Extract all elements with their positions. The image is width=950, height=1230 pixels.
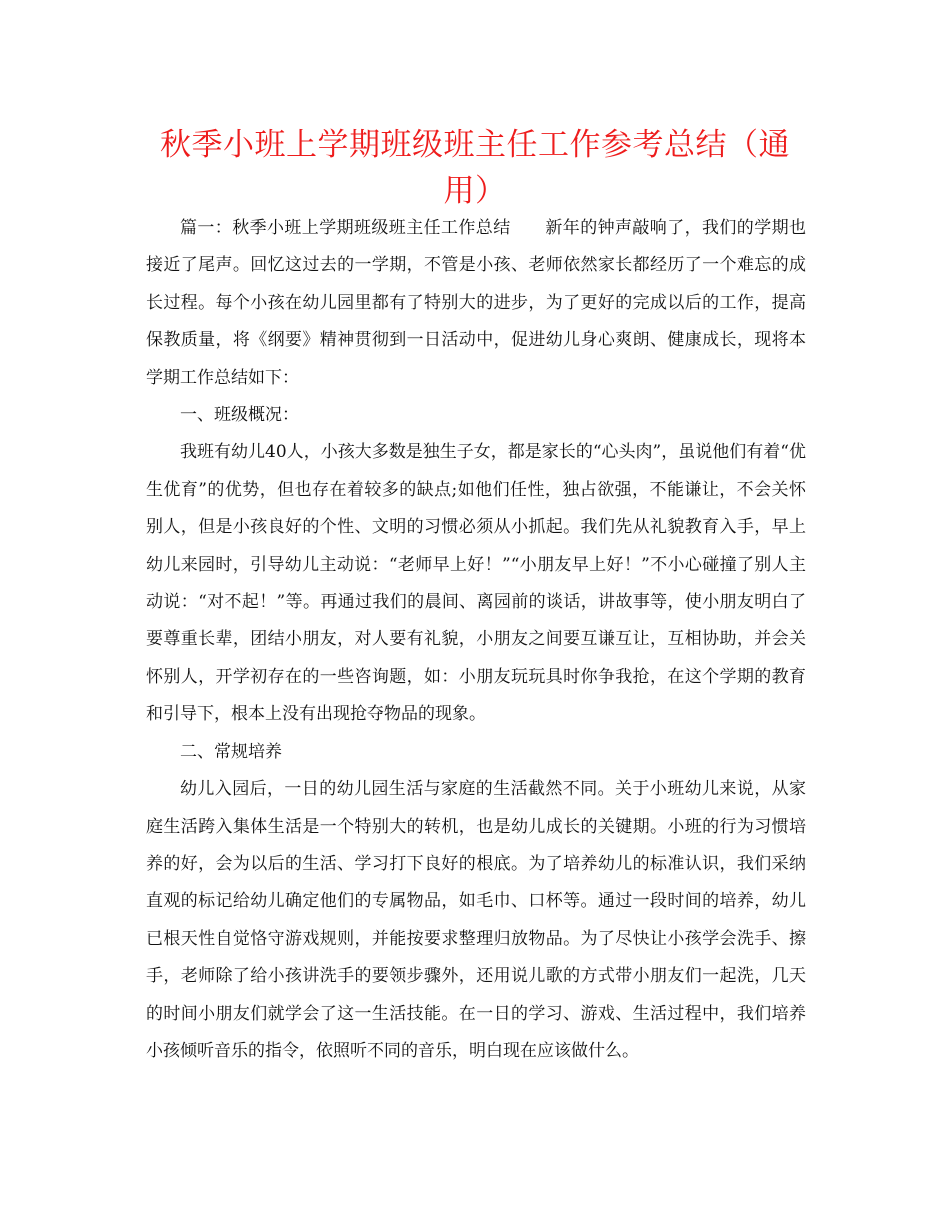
intro-paragraph: 篇一：秋季小班上学期班级班主任工作总结 新年的钟声敲响了，我们的学期也接近了尾声。回忆这过去的一学期，不管是小孩、老师依然家长都经历了一个难忘的成长过程。每个小孩在幼儿园里都有了特别大的进步，为了更好的完成以后的工作，提高保教质量，将《纲要》精神贯彻到一日活动中，促进幼儿身心爽朗、健康成长，现将本学期工作总结如下： xyxy=(146,218,806,388)
section-heading-routine-training: 二、常规培养 xyxy=(180,741,282,762)
routine-training-paragraph: 幼儿入园后，一日的幼儿园生活与家庭的生活截然不同。关于小班幼儿来说，从家庭生活跨入集体生活是一个特别大的转机，也是幼儿成长的关键期。小班的行为习惯培养的好，会为以后的生活、学习打下良好的根底。为了培养幼儿的标准认识，我们采纳直观的标记给幼儿确定他们的专属物品，如毛巾、口杯等。通过一段时间的培养，幼儿已根天性自觉恪守游戏规则，并能按要求整理归放物品。为了尽快让小孩学会洗手、擦手，老师除了给小孩讲洗手的要领步骤外，还用说儿歌的方式带小朋友们一起洗，几天的时间小朋友们就学会了这一生活技能。在一日的学习、游戏、生活过程中，我们培养小孩倾听音乐的指令，依照听不同的音乐，明白现在应该做什么。 xyxy=(146,779,806,1061)
document-title: 秋季小班上学期班级班主任工作参考总结（通用） xyxy=(160,127,790,209)
document-body xyxy=(146,210,806,1070)
class-overview-paragraph: 我班有幼儿40人，小孩大多数是独生子女，都是家长的“心头肉”，虽说他们有着“优生优育”的优势，但也存在着较多的缺点;如他们任性，独占欲强，不能谦让，不会关怀别人，但是小孩良好的个性、文明的习惯必须从小抓起。我们先从礼貌教育入手，早上幼儿来园时，引导幼儿主动说：“老师早上好！”“小朋友早上好！”不小心碰撞了别人主动说：“对不起！”等。再通过我们的晨间、离园前的谈话，讲故事等，使小朋友明白了要尊重长辈，团结小朋友，对人要有礼貌，小朋友之间要互谦互让，互相协助，并会关怀别人，开学初存在的一些咨询题，如：小朋友玩玩具时你争我抢，在这个学期的教育和引导下，根本上没有出现抢夺物品的现象。 xyxy=(146,442,806,725)
section-heading-class-overview: 一、班级概况： xyxy=(180,405,299,426)
